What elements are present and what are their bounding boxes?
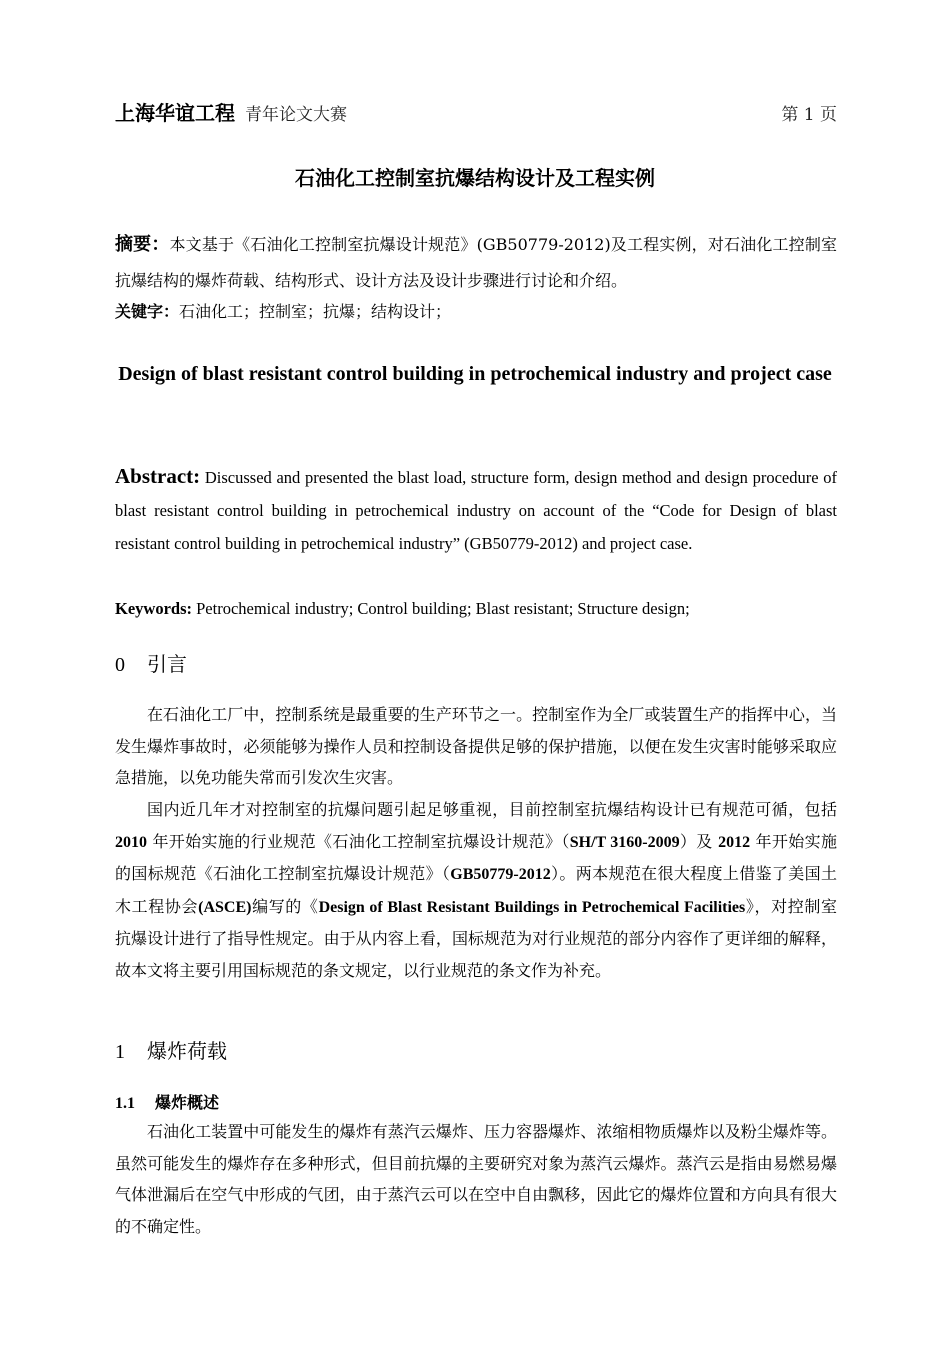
section-0-paragraph-2: [115, 794, 837, 986]
p2-text-b: 年开始实施的行业规范《石油化工控制室抗爆设计规范》（: [147, 831, 570, 851]
abstract-chinese: [115, 227, 837, 299]
p2-text-f: 编写的《: [251, 896, 319, 916]
header-left: [115, 97, 347, 126]
p2-year-2012: 2012: [718, 833, 751, 851]
p2-book-title: Design of Blast Resistant Buildings in Petrochemical Facilities: [318, 898, 746, 916]
section-0-title: 引言: [147, 652, 187, 676]
p2-code-sht: SH/T 3160-2009: [569, 833, 680, 851]
section-1-1-title: 爆炸概述: [155, 1093, 220, 1112]
section-1-1-heading: [115, 1090, 219, 1113]
abstract-english: [115, 460, 837, 560]
section-0-number: 0: [115, 654, 125, 676]
contest-name: 青年论文大赛: [245, 105, 347, 125]
keywords-en-label: Keywords:: [115, 599, 192, 618]
keywords-chinese: [115, 299, 837, 325]
abstract-cn-label: 摘要：: [115, 234, 170, 255]
abstract-en-label: Abstract:: [115, 464, 201, 488]
keywords-cn-text: 石油化工；控制室；抗爆；结构设计；: [179, 302, 452, 321]
p2-code-asce: (ASCE): [198, 898, 252, 916]
section-0-heading: [115, 648, 187, 677]
section-1-heading: [115, 1035, 227, 1064]
keywords-en-text: Petrochemical industry; Control building; Blast resistant; Structure design;: [196, 599, 690, 618]
p2-text-d: 年开始实施的国标规范《石油化工控制室抗爆设计规范》（: [115, 831, 837, 883]
page-header: [115, 97, 837, 127]
p2-text-a: 国内近几年才对控制室的抗爆问题引起足够重视，目前控制室抗爆结构设计已有规范可循，包括: [147, 800, 837, 819]
p2-year-2010: 2010: [115, 833, 147, 851]
keywords-english: [115, 596, 837, 622]
section-1-number: 1: [115, 1041, 125, 1063]
p2-text-g: 》，对控制室抗爆设计进行了指导性规定。由于从内容上看，国标规范为对行业规范的部分内容作了更详细的解释，故本文将主要引用国标规范的条文规定，以行业规范的条文作为补充。: [115, 896, 837, 980]
company-brand: 上海华谊工程: [115, 101, 235, 125]
abstract-cn-text: 本文基于《石油化工控制室抗爆设计规范》(GB50779-2012)及工程实例，对石油化工控制室抗爆结构的爆炸荷载、结构形式、设计方法及设计步骤进行讨论和介绍。: [115, 235, 837, 290]
page-number: 第 1 页: [781, 105, 837, 125]
title-english: Design of blast resistant control building in petrochemical industry and project case: [118, 363, 832, 385]
section-1-1-number: 1.1: [115, 1095, 135, 1112]
section-1-1-paragraph-1: 石油化工装置中可能发生的爆炸有蒸汽云爆炸、压力容器爆炸、浓缩相物质爆炸以及粉尘爆炸等。虽然可能发生的爆炸存在多种形式，但目前抗爆的主要研究对象为蒸汽云爆炸。蒸汽云是指由易燃易爆气体泄漏后在空气中形成的气团，由于蒸汽云可以在空中自由飘移，因此它的爆炸位置和方向具有很大的不确定性。: [115, 1122, 837, 1236]
p2-text-c: ）及: [679, 831, 719, 851]
title-chinese: 石油化工控制室抗爆结构设计及工程实例: [295, 166, 655, 190]
section-0-paragraph-1: 在石油化工厂中，控制系统是最重要的生产环节之一。控制室作为全厂或装置生产的指挥中心，当发生爆炸事故时，必须能够为操作人员和控制设备提供足够的保护措施，以便在发生灾害时能够采取应急措施，以免功能失常而引发次生灾害。: [115, 705, 837, 787]
abstract-en-text: Discussed and presented the blast load, structure form, design method and design procedure of blast resistant control building in petrochemical industry on account of the “Code for Design of blast resistant control building in petrochemical industry” (GB50779-2012) and project case.: [115, 468, 837, 553]
p2-text-e: ）。两本规范在很大程度上借鉴了美国土木工程协会: [115, 864, 837, 916]
keywords-cn-label: 关键字：: [115, 302, 180, 321]
section-1-title: 爆炸荷载: [147, 1039, 227, 1063]
p2-code-gb: GB50779-2012: [450, 866, 551, 883]
